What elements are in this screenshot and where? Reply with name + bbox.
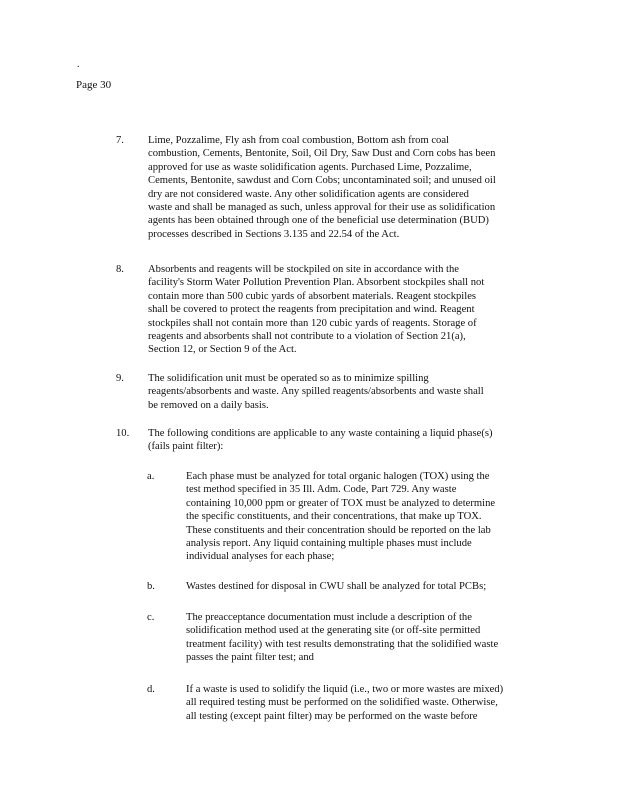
text-line: Cements, Bentonite, sawdust and Corn Cobs; uncontaminated soil; and unused oil: [148, 175, 496, 187]
text-line: Lime, Pozzalime, Fly ash from coal combustion, Bottom ash from coal: [148, 135, 449, 146]
text-line: approved for use as waste solidification agents. Purchased Lime, Pozzalime,: [148, 161, 472, 173]
text-line: treatment facility) with test results demonstrating that the solidified waste: [186, 638, 499, 650]
text-line: Absorbents and reagents will be stockpiled on site in accordance with the: [148, 264, 459, 275]
condition-item-7: [116, 134, 506, 241]
text-line: Wastes destined for disposal in CWU shall be analyzed for total PCBs;: [186, 581, 487, 592]
text-line: the specific constituents, and their concentrations, that make up TOX.: [186, 511, 482, 523]
text-line: all testing (except paint filter) may be performed on the waste before: [186, 710, 478, 722]
sub-item-c: [147, 611, 527, 665]
item-number: 10.: [116, 428, 130, 439]
sub-item-d: [147, 683, 527, 723]
text-line: These constituents and their concentration should be reported on the lab: [186, 524, 491, 536]
text-line: If a waste is used to solidify the liquid (i.e., two or more wastes are mixed): [186, 684, 504, 695]
item-number: 7.: [116, 135, 124, 146]
sub-item-a: [147, 470, 527, 564]
text-line: combustion, Cements, Bentonite, Soil, Oil Dry, Saw Dust and Corn cobs has been: [148, 148, 496, 160]
text-line: test method specified in 35 Ill. Adm. Code, Part 729. Any waste: [186, 484, 457, 496]
text-line: solidification method used at the generating site (or off-site permitted: [186, 625, 481, 637]
text-line: stockpiles shall not contain more than 120 cubic yards of reagents. Storage of: [148, 317, 477, 329]
item-text: [148, 134, 500, 241]
text-line: The preacceptance documentation must include a description of the: [186, 612, 472, 623]
text-line: processes described in Sections 3.135 and 22.54 of the Act.: [148, 228, 400, 240]
text-line: Each phase must be analyzed for total organic halogen (TOX) using the: [186, 471, 490, 482]
page-mark: .: [77, 59, 80, 70]
text-line: dry are not considered waste. Any other solidification agents are considered: [148, 188, 469, 200]
text-line: reagents/absorbents and waste. Any spilled reagents/absorbents and waste shall: [148, 386, 484, 398]
text-line: shall be covered to protect the reagents from precipitation and wind. Reagent: [148, 304, 475, 316]
sub-item-text: [186, 683, 524, 723]
text-line: be removed on a daily basis.: [148, 399, 269, 411]
text-line: reagents and absorbents shall not contribute to a violation of Section 21(a),: [148, 331, 466, 343]
text-line: Section 12, or Section 9 of the Act.: [148, 344, 297, 356]
item-number: 8.: [116, 264, 124, 275]
condition-item-10: [116, 427, 506, 454]
item-number: 9.: [116, 373, 124, 384]
condition-item-8: [116, 263, 506, 357]
sub-item-text: [186, 611, 524, 665]
text-line: passes the paint filter test; and: [186, 652, 314, 664]
page-number: Page 30: [76, 79, 112, 91]
sub-item-text: [186, 470, 524, 564]
sub-item-letter: c.: [147, 612, 155, 623]
text-line: (fails paint filter):: [148, 441, 224, 453]
item-text: [148, 263, 500, 357]
condition-item-9: [116, 372, 506, 412]
text-line: facility's Storm Water Pollution Prevention Plan. Absorbent stockpiles shall not: [148, 277, 485, 289]
sub-item-letter: d.: [147, 684, 155, 695]
text-line: The following conditions are applicable to any waste containing a liquid phase(s): [148, 428, 493, 439]
text-line: The solidification unit must be operated so as to minimize spilling: [148, 373, 429, 384]
text-line: agents has been obtained through one of the beneficial use determination (BUD): [148, 215, 489, 227]
sub-item-text: [186, 580, 524, 593]
text-line: containing 10,000 ppm or greater of TOX must be analyzed to determine: [186, 497, 496, 509]
text-line: contain more than 500 cubic yards of absorbent materials. Reagent stockpiles: [148, 290, 477, 302]
text-line: waste and shall be managed as such, unless approval for their use as solidification: [148, 202, 496, 214]
text-line: analysis report. Any liquid containing multiple phases must include: [186, 538, 472, 550]
item-text: [148, 427, 500, 454]
text-line: individual analyses for each phase;: [186, 551, 335, 563]
sub-item-letter: b.: [147, 581, 155, 592]
sub-item-b: [147, 580, 527, 593]
item-text: [148, 372, 500, 412]
text-line: all required testing must be performed on the solidified waste. Otherwise,: [186, 697, 498, 709]
sub-item-letter: a.: [147, 471, 155, 482]
